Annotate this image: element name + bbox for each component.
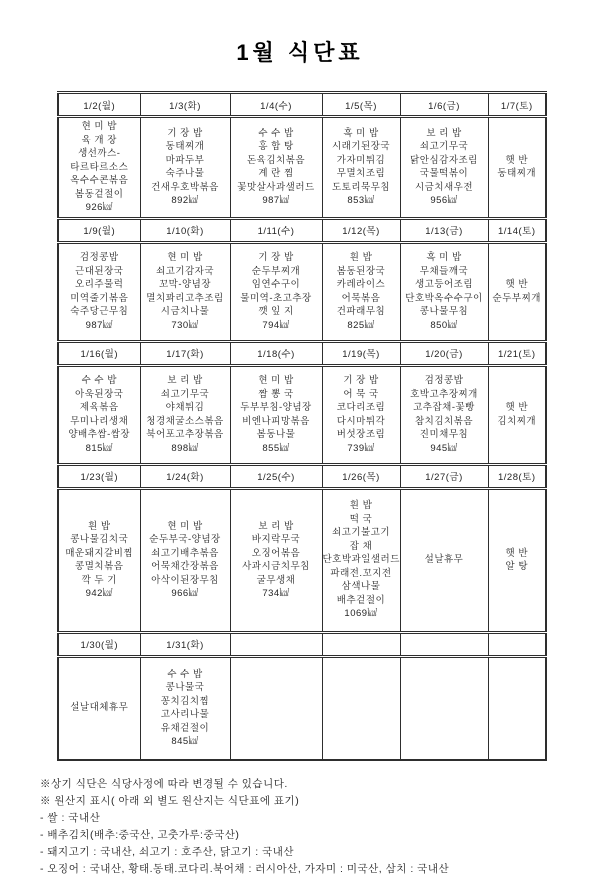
menu-item: 청경채굴소스볶음 bbox=[146, 415, 224, 427]
menu-item: 수 수 밥 bbox=[167, 668, 203, 680]
date-cell: 1/10(화) bbox=[140, 218, 230, 242]
menu-item: 육 개 장 bbox=[81, 134, 117, 146]
menu-cell bbox=[400, 488, 488, 632]
date-cell bbox=[488, 632, 546, 656]
menu-item: 제육볶음 bbox=[79, 402, 119, 413]
menu-cell bbox=[58, 488, 140, 632]
menu-item: 깻 잎 지 bbox=[258, 306, 294, 317]
menu-item: 쇠고기배추볶음 bbox=[151, 547, 219, 559]
menu-item: 동태찌개 bbox=[165, 141, 205, 153]
menu-cell bbox=[58, 242, 140, 341]
menu-item: 942㎉ bbox=[85, 588, 113, 599]
date-cell: 1/14(토) bbox=[488, 218, 546, 242]
menu-cell bbox=[322, 656, 400, 760]
menu-item: 임연수구이 bbox=[251, 279, 301, 290]
menu-item: 825㎉ bbox=[347, 319, 375, 331]
menu-item: 고추잡채-꽃빵 bbox=[413, 402, 475, 413]
menu-item: 숙주나물 bbox=[165, 168, 205, 180]
menu-item: 무미나리생채 bbox=[70, 415, 129, 427]
menu-item: 물미역-초고추장 bbox=[240, 292, 312, 304]
menu-item: 꽁치김치찜 bbox=[160, 695, 210, 707]
menu-item: 730㎉ bbox=[171, 319, 199, 331]
menu-cell bbox=[322, 488, 400, 632]
footer-notes bbox=[40, 776, 600, 878]
footer-note-change: ※상기 식단은 식당사정에 따라 변경될 수 있습니다. bbox=[40, 777, 288, 790]
menu-item: 삼색나물 bbox=[341, 581, 381, 593]
menu-item: 794㎉ bbox=[262, 319, 290, 331]
menu-item: 현 미 밥 bbox=[81, 121, 117, 132]
date-cell: 1/30(월) bbox=[58, 632, 140, 656]
menu-cell bbox=[140, 365, 230, 464]
menu-item: 987㎉ bbox=[85, 319, 113, 331]
menu-item: 호박고추장찌개 bbox=[410, 388, 478, 400]
menu-item: 739㎉ bbox=[347, 442, 375, 454]
menu-item: 미역줄기볶음 bbox=[70, 292, 129, 304]
menu-cell bbox=[58, 117, 140, 219]
week-2-date-row bbox=[58, 218, 546, 242]
menu-item: 945㎉ bbox=[430, 442, 458, 454]
menu-item: 보 리 밥 bbox=[258, 520, 294, 532]
menu-item: 잡 채 bbox=[349, 540, 373, 552]
menu-item: 봄동나물 bbox=[256, 429, 296, 440]
menu-item: 두부부침-양념장 bbox=[240, 402, 312, 413]
date-cell: 1/5(목) bbox=[322, 93, 400, 117]
date-cell bbox=[230, 632, 322, 656]
menu-item: 아삭이된장무침 bbox=[151, 574, 219, 586]
menu-item: 현 미 밥 bbox=[167, 520, 203, 532]
menu-item: 보 리 밥 bbox=[167, 375, 203, 386]
menu-item: 898㎉ bbox=[171, 442, 199, 454]
menu-item: 유채겉절이 bbox=[160, 722, 210, 734]
menu-item: 시금치나물 bbox=[160, 306, 210, 317]
menu-item: 코다리조림 bbox=[336, 402, 386, 413]
date-cell: 1/9(월) bbox=[58, 218, 140, 242]
menu-item: 1069㎉ bbox=[344, 608, 378, 620]
menu-cell bbox=[322, 242, 400, 341]
menu-cell bbox=[488, 117, 546, 219]
date-cell: 1/20(금) bbox=[400, 341, 488, 365]
date-cell: 1/26(목) bbox=[322, 464, 400, 488]
menu-table bbox=[57, 91, 547, 761]
menu-cell bbox=[322, 365, 400, 464]
menu-item: 콩나물국 bbox=[165, 682, 205, 693]
menu-item: 아욱된장국 bbox=[75, 388, 124, 400]
menu-item: 987㎉ bbox=[262, 195, 290, 207]
menu-item: 옥수수콘볶음 bbox=[70, 175, 129, 186]
menu-item: 단호박과일샐러드 bbox=[322, 554, 400, 566]
menu-item: 845㎉ bbox=[171, 736, 199, 747]
menu-cell bbox=[140, 242, 230, 341]
menu-item: 흰 밥 bbox=[349, 252, 373, 263]
menu-item: 흰 밥 bbox=[88, 520, 111, 532]
menu-item: 사과시금치무침 bbox=[242, 561, 310, 572]
menu-item: 카레라이스 bbox=[336, 279, 386, 290]
date-cell: 1/3(화) bbox=[140, 93, 230, 117]
menu-item: 동태찌개 bbox=[497, 168, 537, 180]
menu-item: 생선까스- bbox=[78, 148, 121, 159]
menu-item: 무멸치조림 bbox=[336, 168, 386, 180]
menu-item: 햇 반 bbox=[505, 154, 528, 166]
menu-table-body bbox=[58, 93, 546, 760]
date-cell: 1/25(수) bbox=[230, 464, 322, 488]
menu-cell bbox=[58, 656, 140, 760]
menu-item: 햇 반 bbox=[505, 279, 528, 290]
menu-item: 892㎉ bbox=[171, 195, 199, 207]
menu-item: 다시마튀각 bbox=[336, 415, 386, 427]
date-cell: 1/18(수) bbox=[230, 341, 322, 365]
menu-item: 956㎉ bbox=[430, 195, 458, 207]
date-cell: 1/4(수) bbox=[230, 93, 322, 117]
date-cell bbox=[322, 632, 400, 656]
week-1-date-row bbox=[58, 93, 546, 117]
date-cell: 1/2(월) bbox=[58, 93, 140, 117]
menu-cell bbox=[400, 117, 488, 219]
week-3-date-row bbox=[58, 341, 546, 365]
menu-item: 쇠고기무국 bbox=[160, 388, 210, 400]
menu-item: 닭안심감자조림 bbox=[410, 154, 478, 166]
menu-item: 853㎉ bbox=[347, 195, 375, 207]
menu-item: 건파래무침 bbox=[336, 306, 386, 317]
menu-item: 오징어볶음 bbox=[251, 547, 301, 559]
menu-item: 어 묵 국 bbox=[343, 388, 379, 400]
menu-item: 855㎉ bbox=[262, 442, 290, 454]
week-4-menu-row bbox=[58, 488, 546, 632]
menu-item: 기 장 밥 bbox=[258, 252, 294, 263]
menu-item: 966㎉ bbox=[171, 588, 199, 599]
menu-item: 김치찌개 bbox=[497, 415, 537, 427]
menu-cell bbox=[140, 656, 230, 760]
date-cell: 1/21(토) bbox=[488, 341, 546, 365]
menu-item: 순두부찌개 bbox=[492, 292, 541, 304]
date-cell: 1/13(금) bbox=[400, 218, 488, 242]
date-cell bbox=[400, 632, 488, 656]
menu-item: 참치김치볶음 bbox=[414, 415, 474, 427]
menu-item: 숙주당근무침 bbox=[70, 306, 129, 317]
date-cell: 1/16(월) bbox=[58, 341, 140, 365]
week-2-menu-row bbox=[58, 242, 546, 341]
menu-item: 매운돼지갈비찜 bbox=[65, 547, 134, 559]
menu-item: 알 탕 bbox=[505, 561, 528, 572]
menu-item: 현 미 밥 bbox=[167, 252, 203, 263]
menu-item: 비엔나피망볶음 bbox=[242, 415, 310, 427]
week-3-menu-row bbox=[58, 365, 546, 464]
footer-note-rice: - 쌀 : 국내산 bbox=[40, 811, 101, 824]
menu-item: 쇠고기불고기 bbox=[331, 527, 391, 539]
menu-item: 오리주물럭 bbox=[75, 279, 124, 290]
week-1-menu-row bbox=[58, 117, 546, 219]
menu-item: 근대된장국 bbox=[75, 265, 124, 277]
footer-note-origin-title: ※ 원산지 표시( 아래 외 별도 원산지는 식단표에 표기) bbox=[40, 794, 300, 807]
menu-item: 926㎉ bbox=[85, 202, 113, 213]
footer-note-seafood: - 오징어 : 국내산, 황태.동태.코다리.북어채 : 러시아산, 가자미 : 미국산, 삼치 : 국내산 bbox=[40, 862, 450, 875]
menu-item: 흑 미 밥 bbox=[343, 127, 379, 139]
menu-item: 보 리 밥 bbox=[426, 127, 462, 139]
week-5-menu-row bbox=[58, 656, 546, 760]
menu-cell bbox=[58, 365, 140, 464]
menu-item: 홍 합 탕 bbox=[258, 141, 294, 153]
menu-item: 가자미튀김 bbox=[336, 154, 386, 166]
menu-item: 계 란 찜 bbox=[258, 168, 294, 180]
menu-item: 흰 밥 bbox=[349, 500, 373, 512]
date-cell: 1/31(화) bbox=[140, 632, 230, 656]
date-cell: 1/17(화) bbox=[140, 341, 230, 365]
menu-item: 꽃맛살사과샐러드 bbox=[237, 181, 315, 193]
menu-item: 콩나물김치국 bbox=[70, 534, 129, 545]
menu-item: 검정콩밥 bbox=[79, 252, 119, 263]
menu-item: 수 수 밥 bbox=[81, 375, 117, 386]
menu-item: 설날대체휴무 bbox=[70, 702, 129, 714]
menu-item: 단호박옥수수구이 bbox=[405, 292, 483, 304]
menu-item: 고사리나물 bbox=[160, 709, 210, 720]
menu-item: 타르타르소스 bbox=[70, 161, 129, 173]
footer-note-kimchi: - 배추김치(배추:중국산, 고춧가루:중국산) bbox=[40, 828, 240, 841]
menu-item: 쇠고기무국 bbox=[419, 141, 469, 153]
menu-item: 떡 국 bbox=[349, 513, 373, 525]
menu-cell bbox=[230, 242, 322, 341]
menu-item: 어묵채간장볶음 bbox=[151, 561, 219, 572]
menu-item: 꼬막-양념장 bbox=[158, 279, 212, 290]
menu-item: 양배추쌈-쌈장 bbox=[68, 429, 131, 440]
menu-item: 배추겉절이 bbox=[336, 594, 386, 606]
menu-cell bbox=[230, 365, 322, 464]
menu-cell bbox=[488, 365, 546, 464]
menu-item: 콩멸치볶음 bbox=[75, 561, 124, 572]
menu-item: 바지락무국 bbox=[251, 534, 301, 545]
menu-item: 콩나물무침 bbox=[419, 306, 469, 317]
menu-item: 건새우호박볶음 bbox=[151, 181, 219, 193]
menu-item: 734㎉ bbox=[262, 588, 290, 599]
week-4-date-row bbox=[58, 464, 546, 488]
menu-item: 어묵볶음 bbox=[341, 292, 381, 304]
menu-item: 설날휴무 bbox=[424, 554, 464, 566]
menu-cell bbox=[140, 488, 230, 632]
menu-item: 현 미 밥 bbox=[258, 375, 294, 386]
menu-item: 수 수 밥 bbox=[258, 127, 294, 139]
date-cell: 1/27(금) bbox=[400, 464, 488, 488]
menu-item: 무채들깨국 bbox=[419, 265, 469, 277]
menu-item: 봄동된장국 bbox=[336, 265, 386, 277]
menu-cell bbox=[230, 117, 322, 219]
menu-cell bbox=[230, 488, 322, 632]
date-cell: 1/6(금) bbox=[400, 93, 488, 117]
menu-item: 시금치새우전 bbox=[414, 181, 474, 193]
date-cell: 1/12(목) bbox=[322, 218, 400, 242]
menu-item: 버섯장조림 bbox=[336, 429, 386, 440]
date-cell: 1/19(목) bbox=[322, 341, 400, 365]
date-cell: 1/24(화) bbox=[140, 464, 230, 488]
menu-item: 도토리묵무침 bbox=[331, 181, 391, 193]
menu-item: 기 장 밥 bbox=[343, 375, 379, 386]
date-cell: 1/23(월) bbox=[58, 464, 140, 488]
menu-item: 815㎉ bbox=[85, 442, 113, 454]
date-cell: 1/7(토) bbox=[488, 93, 546, 117]
menu-cell bbox=[140, 117, 230, 219]
menu-item: 야채튀김 bbox=[165, 402, 205, 413]
menu-cell bbox=[230, 656, 322, 760]
menu-item: 순두부국-양념장 bbox=[149, 534, 221, 545]
menu-item: 굴무생채 bbox=[256, 574, 296, 586]
menu-item: 기 장 밥 bbox=[167, 127, 203, 139]
menu-cell bbox=[400, 656, 488, 760]
menu-cell bbox=[488, 656, 546, 760]
menu-item: 봄동겉절이 bbox=[75, 188, 124, 200]
menu-item: 멸치꽈리고추조림 bbox=[146, 292, 224, 304]
menu-item: 진미채무침 bbox=[419, 429, 469, 440]
menu-item: 시래기된장국 bbox=[331, 141, 391, 153]
menu-cell bbox=[488, 488, 546, 632]
menu-item: 파래전.꼬지전 bbox=[330, 567, 392, 579]
menu-item: 깍 두 기 bbox=[81, 574, 117, 586]
footer-note-meat: - 돼지고기 : 국내산, 쇠고기 : 호주산, 닭고기 : 국내산 bbox=[40, 845, 295, 858]
menu-item: 생고등어조림 bbox=[414, 279, 474, 290]
week-5-date-row bbox=[58, 632, 546, 656]
menu-item: 돈육김치볶음 bbox=[246, 154, 306, 166]
menu-cell bbox=[400, 242, 488, 341]
menu-item: 북어포고추장볶음 bbox=[146, 429, 224, 440]
menu-item: 850㎉ bbox=[430, 319, 458, 331]
menu-item: 쇠고기감자국 bbox=[155, 265, 215, 277]
menu-item: 햇 반 bbox=[505, 402, 528, 413]
date-cell: 1/28(토) bbox=[488, 464, 546, 488]
menu-cell bbox=[400, 365, 488, 464]
menu-item: 국물떡볶이 bbox=[419, 168, 469, 180]
menu-cell bbox=[322, 117, 400, 219]
menu-cell bbox=[488, 242, 546, 341]
menu-item: 순두부찌개 bbox=[251, 265, 301, 277]
page-title: 1월 식단표 bbox=[236, 40, 364, 65]
menu-item: 흑 미 밥 bbox=[426, 252, 462, 263]
menu-item: 햇 반 bbox=[505, 547, 528, 559]
date-cell: 1/11(수) bbox=[230, 218, 322, 242]
menu-item: 마파두부 bbox=[165, 154, 205, 166]
menu-item: 검정콩밥 bbox=[424, 375, 464, 386]
menu-item: 짬 뽕 국 bbox=[258, 388, 294, 400]
